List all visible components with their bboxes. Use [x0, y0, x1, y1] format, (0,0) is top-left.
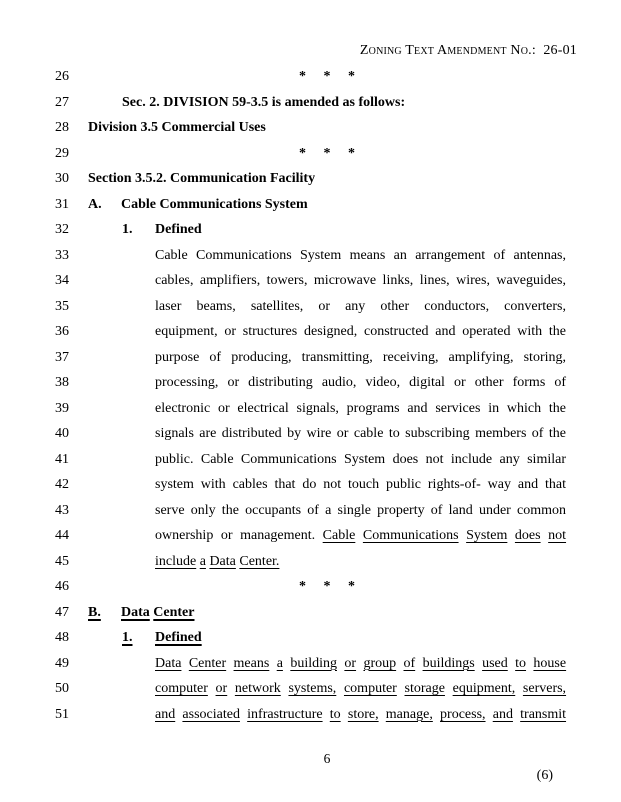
line-number: 43 [55, 502, 69, 518]
page-number: 6 [323, 751, 331, 766]
underlined-word: or [344, 655, 357, 671]
underlined-word: store, [347, 706, 379, 722]
underlined-word: System [466, 528, 508, 543]
underlined-word: and [492, 706, 513, 722]
line-number: 28 [55, 120, 69, 135]
underlined-word: network [234, 681, 281, 696]
underlined-word: transmit [520, 706, 567, 722]
line-content [88, 370, 566, 396]
document-line [55, 396, 566, 422]
underlined-word: does [514, 528, 541, 543]
text-segment: equipment, or structures designed, constructed and operated with the [155, 324, 566, 339]
underlined-word: of [403, 655, 416, 671]
line-number: 36 [55, 324, 69, 339]
line-number: 34 [55, 273, 69, 288]
document-body [55, 64, 566, 727]
underlined-word: Cable [322, 528, 356, 543]
document-line [55, 268, 566, 294]
text-segment: public. Cable Communications System does not include any similar [155, 451, 566, 467]
document-line [55, 549, 566, 575]
document-line [55, 319, 566, 345]
underlined-word: Center. [239, 553, 280, 569]
document-line [55, 421, 566, 447]
document-line [55, 498, 566, 524]
line-content [88, 447, 566, 473]
line-content [88, 421, 566, 447]
underlined-word: 1. [122, 630, 133, 645]
list-label [88, 192, 121, 218]
underlined-word: Center [188, 655, 227, 671]
underlined-word: house [533, 655, 567, 671]
document-line [55, 651, 566, 677]
underlined-word: storage [404, 681, 445, 696]
line-number: 35 [55, 298, 69, 314]
text-segment: system with cables that do not touch public rights-of- way and that [155, 477, 566, 492]
line-number: 40 [55, 426, 69, 441]
line-content [88, 217, 566, 243]
document-line [55, 600, 566, 626]
document-line [55, 294, 566, 320]
underlined-word: infrastructure [247, 706, 323, 722]
text-segment: laser beams, satellites, or any other conductors, converters, [155, 298, 566, 314]
line-content [88, 115, 566, 141]
line-number: 30 [55, 171, 69, 186]
underlined-word: associated [182, 706, 240, 722]
line-content [88, 192, 566, 218]
underlined-word: manage, [385, 706, 433, 722]
line-content [88, 651, 566, 677]
line-content [88, 345, 566, 371]
underlined-word: computer [155, 681, 208, 696]
document-line [55, 345, 566, 371]
underlined-word: Defined [155, 630, 202, 645]
underlined-word: to [515, 655, 527, 671]
document-line [55, 90, 566, 116]
list-label [122, 217, 155, 243]
text-segment: Sec. 2. DIVISION 59-3.5 is amended as follows: [122, 94, 406, 110]
text-segment: serve only the occupants of a single property of land under common [155, 502, 566, 518]
line-content [88, 600, 566, 626]
underlined-word: a [276, 655, 283, 671]
line-number: 26 [55, 69, 69, 84]
text-segment: 1. [122, 222, 133, 237]
line-number: 31 [55, 196, 69, 212]
line-content [88, 319, 566, 345]
stars-separator: * * * [299, 145, 355, 161]
underlined-word: group [363, 655, 397, 671]
line-number: 33 [55, 247, 69, 263]
text-segment: cables, amplifiers, towers, microwave links, lines, wires, waveguides, [155, 273, 566, 288]
document-line [55, 676, 566, 702]
document-line [55, 243, 566, 269]
underlined-word: to [329, 706, 341, 722]
text-segment: A. [88, 196, 102, 212]
line-number: 49 [55, 655, 69, 671]
text-segment: signals are distributed by wire or cable to subscribing members of the [155, 426, 566, 441]
line-content [88, 243, 566, 269]
line-content [88, 268, 566, 294]
document-line [55, 115, 566, 141]
text-segment: Cable Communications System [121, 196, 308, 212]
line-number: 41 [55, 451, 69, 467]
line-number: 38 [55, 375, 69, 390]
line-content [88, 702, 566, 728]
line-content [88, 294, 566, 320]
document-line [55, 141, 566, 167]
line-number: 50 [55, 681, 69, 696]
underlined-word: used [482, 655, 508, 671]
document-line [55, 166, 566, 192]
line-content [88, 498, 566, 524]
underlined-word: servers, [522, 681, 567, 696]
underlined-word: Communications [362, 528, 459, 543]
document-line [55, 574, 566, 600]
stars-separator: * * * [299, 69, 355, 84]
line-content [88, 396, 566, 422]
line-number: 27 [55, 94, 69, 110]
text-segment: processing, or distributing audio, video, digital or other forms of [155, 375, 566, 390]
document-line [55, 217, 566, 243]
document-line [55, 370, 566, 396]
line-content [88, 676, 566, 702]
line-number: 37 [55, 349, 69, 365]
line-content [88, 549, 566, 575]
underlined-word: means [233, 655, 270, 671]
underlined-word: and [155, 706, 176, 722]
document-line [55, 625, 566, 651]
underlined-word: a [199, 553, 206, 569]
underlined-word: B. [88, 604, 101, 620]
document-line [55, 523, 566, 549]
line-content [88, 166, 566, 192]
line-number: 48 [55, 630, 69, 645]
underlined-word: Data [155, 655, 182, 671]
line-content [88, 90, 566, 116]
line-number: 42 [55, 477, 69, 492]
line-number: 44 [55, 528, 69, 543]
text-segment: purpose of producing, transmitting, receiving, amplifying, storing, [155, 349, 566, 365]
line-number: 51 [55, 706, 69, 722]
document-line [55, 702, 566, 728]
underlined-word: Data [121, 604, 150, 620]
underlined-word: buildings [422, 655, 475, 671]
document-line [55, 64, 566, 90]
underlined-word: not [548, 528, 567, 543]
line-content [88, 625, 566, 651]
text-segment: Section 3.5.2. Communication Facility [88, 171, 316, 186]
stars-separator: * * * [299, 579, 355, 594]
underlined-word: process, [440, 706, 486, 722]
line-number: 47 [55, 604, 69, 620]
line-number: 46 [55, 579, 69, 594]
underlined-word: systems, [288, 681, 337, 696]
underlined-word: or [215, 681, 228, 696]
line-content [88, 523, 566, 549]
line-number: 32 [55, 222, 69, 237]
document-title: Zoning Text Amendment No.: 26-01 [359, 43, 577, 58]
document-line [55, 447, 566, 473]
text-segment: electronic or electrical signals, programs and services in which the [155, 400, 566, 416]
document-line [55, 472, 566, 498]
text-segment: ownership or management. [155, 528, 323, 543]
document-line [55, 192, 566, 218]
text-segment: Division 3.5 Commercial Uses [88, 120, 266, 135]
line-number: 39 [55, 400, 69, 416]
underlined-word: equipment, [452, 681, 516, 696]
underlined-word: computer [343, 681, 397, 696]
list-label [88, 600, 121, 626]
underlined-word: Data [209, 553, 236, 569]
underlined-word: building [290, 655, 337, 671]
list-label [122, 625, 155, 651]
page-paren-number: (6) [536, 768, 553, 783]
underlined-word: include [155, 553, 197, 569]
line-number: 29 [55, 145, 69, 161]
text-segment: Defined [155, 222, 202, 237]
line-content [88, 472, 566, 498]
text-segment: Cable Communications System means an arrangement of antennas, [155, 247, 566, 263]
underlined-word: Center [153, 604, 195, 620]
line-number: 45 [55, 553, 69, 569]
